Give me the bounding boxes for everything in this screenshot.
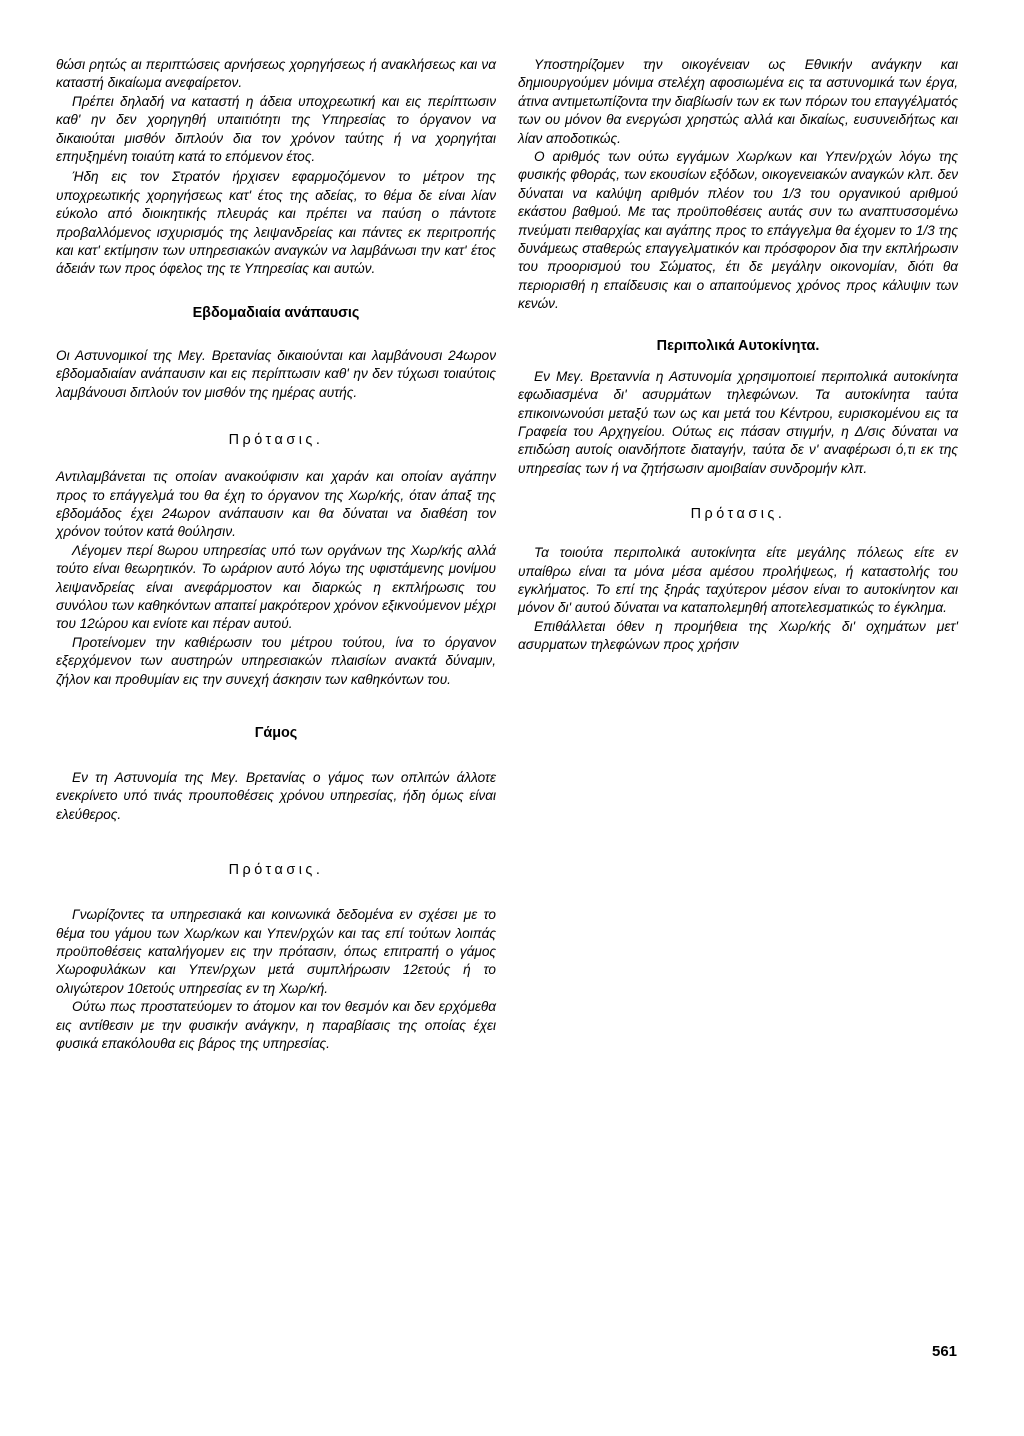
paragraph: Αντιλαμβάνεται τις οποίαν ανακούφισιν και χαράν και οποίαν αγάπην προς το επάγγελμά του θα έχη το όργανον της Χωρ/κής, όταν άπαξ της εβδομάδος έχει 24ωρον ανάπαυσιν και θα δύναται να διαθέση τον χρόνον τούτον κατά θούλησιν. — [56, 469, 496, 540]
paragraph: Εν Μεγ. Βρεταννία η Αστυνομία χρησιμοποιεί περιπολικά αυτοκίνητα εφωδιασμένα δι' ασυρμάτων τηλεφώνων. Τα αυτοκίνητα ταύτα επικοινωνούσι μεταξύ των ως και μετά του Κέντρου, ευρισκομένου εις τα Γραφεία του Αρχηγείου. Ούτως εις πάσαν στιγμήν, η Δ/σις δύναται να επιδώση αυτοίς οιανδήποτε διαταγήν, ταύτα δε ν' αναφέρωσι ό,τι εκ της υπηρεσίας των ή να ζητήσωσιν αμοιβαίαν συνδρομήν κλπ. — [518, 368, 958, 476]
left-column — [56, 56, 496, 1053]
paragraph: Ούτω πως προστατεύομεν το άτομον και τον θεσμόν και δεν ερχόμεθα εις αντίθεσιν με την φυσικήν ανάγκην, η παραβίασις της οποίας έχει φυσικά επακόλουθα εις βάρος της υπηρεσίας. — [56, 999, 496, 1052]
page-number: 561 — [932, 1343, 958, 1360]
section-heading-weekly-rest: Εβδομαδιαία ανάπαυσις — [192, 304, 360, 321]
section-heading-marriage: Γάμος — [254, 724, 298, 741]
paragraph: Λέγομεν περί 8ωρου υπηρεσίας υπό των οργάνων της Χωρ/κής αλλά τούτο είναι θεωρητικόν. Το ωράριον αυτό λόγω της υφιστάμενης μονίμου λειψανδρείας είναι ανεφάρμοστον και διαρκώς η εκπλήρωσις του συνόλου των καθηκόντων απαιτεί μακρότερον χρόνον εξικνούμενον μέχρι του 12ώρου και ενίοτε και πέραν αυτού. — [56, 542, 496, 632]
paragraph: Οι Αστυνομικοί της Μεγ. Βρετανίας δικαιούνται και λαμβάνουσι 24ωρον εβδομαδιαίαν ανάπαυσιν και εις περίπτωσιν καθ' ην δεν τύχωσι τοιαύτοις λαμβάνουσι διπλούν τον μισθόν της ημέρας αυτής. — [56, 347, 496, 400]
paragraph: θώσι ρητώς αι περιπτώσεις αρνήσεως χορηγήσεως ή ανακλήσεως και να καταστή δικαίωμα ανεφαίρετον. — [56, 57, 496, 91]
paragraph: Επιθάλλεται όθεν η προμήθεια της Χωρ/κής δι' οχημάτων μετ' ασυρματων τηλεφώνων προς χρήσιν — [518, 618, 958, 653]
paragraph: Ήδη εις τον Στρατόν ήρχισεν εφαρμοζόμενον το μέτρον της υποχρεωτικής χορηγήσεως κατ' έτος της αδείας, το θέμα δε είναι λίαν εύκολο από διοικητικής πλευράς και πρέπει να παύση ο πάντοτε προβαλλόμενος ισχυρισμός της λειψανδρείας και πάντες εκ περιτροπής και κατ' εκτίμησιν των υπηρεσιακών αναγκών να λαμβάνωσι την κατ' έτος άδειάν των προς όφελος της τε Υπηρεσίας και αυτών. — [56, 169, 496, 277]
paragraph: Ο αριθμός των ούτω εγγάμων Χωρ/κων και Υπεν/ρχών λόγω της φυσικής φθοράς, των εκουσίων εξόδων, οικογενειακών αναγκών κλπ. δεν δύναται να καλύψη αριθμόν πλέον του 1/3 του οργανικού αριθμού εκάστου βαθμού. Με τας προϋποθέσεις αυτάς συν τω αναπτυσσομένω πνεύματι πειθαρχίας και αγάπης προς το επάγγελμα θα έχομεν το 1/3 της δυνάμεως σταθερώς επαγγελματικόν και πρόσφορον δια την εκπλήρωσιν του προορισμού του Σώματος, έτι δε μεγάλην οικονομίαν, διότι θα περιορισθή η επαίδευσις και ο απαιτούμενος χρόνος προς κάλυψιν των κενών. — [518, 149, 958, 312]
paragraph: Υποστηρίζομεν την οικογένειαν ως Εθνικήν ανάγκην και δημιουργούμεν μόνιμα στελέχη αφοσιωμένα εις τα αστυνομικά των έργα, άτινα αντιμετωπίζοντα την διαβίωσίν των εκ των πόρων του επαγγέλματός των ου μόνον θα ενεργώσι χρηστώς αλλά και δικαίως, ευσυνειδήτως και λίαν αποδοτικώς. — [518, 57, 958, 146]
right-column — [518, 56, 958, 655]
proposal-heading: Πρότασις. — [228, 862, 324, 879]
paragraph: Εν τη Αστυνομία της Μεγ. Βρετανίας ο γάμος των οπλιτών άλλοτε ενεκρίνετο υπό τινάς προυποθέσεις χρόνου υπηρεσίας, ήδη όμως είναι ελεύθερος. — [56, 769, 496, 822]
paragraph: Τα τοιούτα περιπολικά αυτοκίνητα είτε μεγάλης πόλεως είτε εν υπαίθρω είναι τα μόνα μέσα αμέσου προλήψεως, ή καταστολής του εγκλήματος. Το επί της ξηράς ταχύτερον μέσον είναι το αυτοκίνητον και μόνον δι' αυτού δύναται να καταπολεμηθή αποτελεσματικώς το έγκλημα. — [518, 545, 958, 616]
section-heading-patrol-cars: Περιπολικά Αυτοκίνητα. — [656, 337, 820, 354]
proposal-heading: Πρότασις. — [690, 506, 786, 523]
paragraph: Προτείνομεν την καθιέρωσιν του μέτρου τούτου, ίνα το όργανον εξερχόμενον των αυστηρών υπηρεσιακών πλαισίων ανακτά δύναμιν, ζήλον και προθυμίαν εις την συνεχή άσκησιν των καθηκόντων του. — [56, 634, 496, 687]
paragraph: Γνωρίζοντες τα υπηρεσιακά και κοινωνικά δεδομένα εν σχέσει με το θέμα του γάμου των Χωρ/κων και Υπεν/ρχών και τας επί τούτων λοιπάς προϋποθέσεις καταλήγομεν εις την πρότασιν, όπως επιτραπή ο γάμος Χωροφυλάκων και Υπεν/ρχων μετά συμπλήρωσιν 12ετούς ή το ολιγώτερον 10ετούς υπηρεσίας εν τη Χωρ/κή. — [56, 907, 496, 996]
proposal-heading: Πρότασις. — [228, 432, 324, 449]
paragraph: Πρέπει δηλαδή να καταστή η άδεια υποχρεωτική και εις περίπτωσιν καθ' ην δεν χορηγηθή υπαιτιότητι της Υπηρεσίας το όργανον να δικαιούται μισθόν διπλούν δια τον χρόνον ταύτης ή να χορηγήται επηυξημένη τοιαύτη κατά το επόμενον έτος. — [56, 93, 496, 165]
